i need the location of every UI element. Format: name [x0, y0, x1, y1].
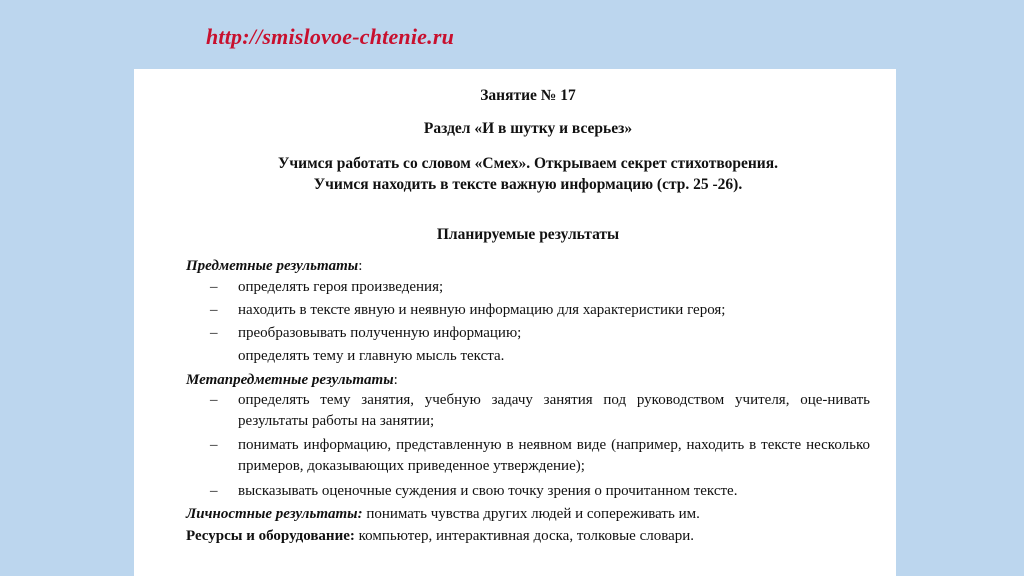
dash-marker: – — [210, 437, 218, 453]
subject-results-list — [186, 276, 870, 368]
dash-marker: – — [210, 392, 218, 408]
dash-marker: – — [210, 279, 218, 295]
subject-results-title — [186, 256, 870, 276]
list-item-text: понимать информацию, представленную в неявном виде (например, находить в тексте несколько примеров, доказывающих приведенное утверждение); — [238, 437, 870, 474]
document-page — [134, 69, 896, 576]
list-item-text: определять героя произведения; — [238, 279, 444, 295]
resources-label: Ресурсы и оборудование: — [186, 528, 355, 544]
dash-marker: – — [210, 325, 218, 341]
list-item — [186, 390, 870, 432]
topic-line-2: Учимся находить в тексте важную информацию (стр. 25 -26). — [313, 176, 743, 193]
list-item-text: высказывать оценочные суждения и свою точку зрения о прочитанном тексте. — [238, 483, 738, 499]
meta-results-colon: : — [393, 372, 398, 388]
list-item-text: определять тему занятия, учебную задачу занятия под руководством учителя, оце-нивать результаты работы на занятии; — [238, 392, 870, 429]
lesson-topic — [186, 153, 870, 195]
subject-results-colon: : — [358, 258, 363, 274]
lesson-number: Занятие № 17 — [480, 87, 576, 104]
resources-text: компьютер, интерактивная доска, толковые словари. — [354, 528, 695, 544]
list-item — [186, 480, 870, 503]
meta-results-list — [186, 390, 870, 503]
subject-results-label: Предметные результаты — [186, 258, 359, 274]
personal-results — [186, 503, 870, 525]
topic-line-1: Учимся работать со словом «Смех». Открываем секрет стихотворения. — [278, 155, 778, 172]
section-title: Раздел «И в шутку и всерьез» — [423, 120, 633, 137]
list-item-text: определять тему и главную мысль текста. — [238, 348, 505, 364]
list-item — [186, 299, 870, 322]
personal-results-label: Личностные результаты: — [186, 506, 363, 522]
list-item — [186, 345, 870, 368]
resources-line — [186, 525, 870, 547]
list-item — [186, 322, 870, 345]
dash-marker: – — [210, 483, 218, 499]
personal-results-text: понимать чувства других людей и сопереживать им. — [362, 506, 700, 522]
results-heading: Планируемые результаты — [436, 226, 620, 243]
list-item-text: находить в тексте явную и неявную информацию для характеристики героя; — [238, 302, 726, 318]
list-item — [186, 435, 870, 477]
meta-results-label: Метапредметные результаты — [186, 372, 394, 388]
meta-results-title — [186, 370, 870, 390]
list-item — [186, 276, 870, 299]
site-url-link[interactable]: http://smislovoe-chtenie.ru — [206, 24, 455, 49]
dash-marker: – — [210, 302, 218, 318]
list-item-text: преобразовывать полученную информацию; — [238, 325, 522, 341]
